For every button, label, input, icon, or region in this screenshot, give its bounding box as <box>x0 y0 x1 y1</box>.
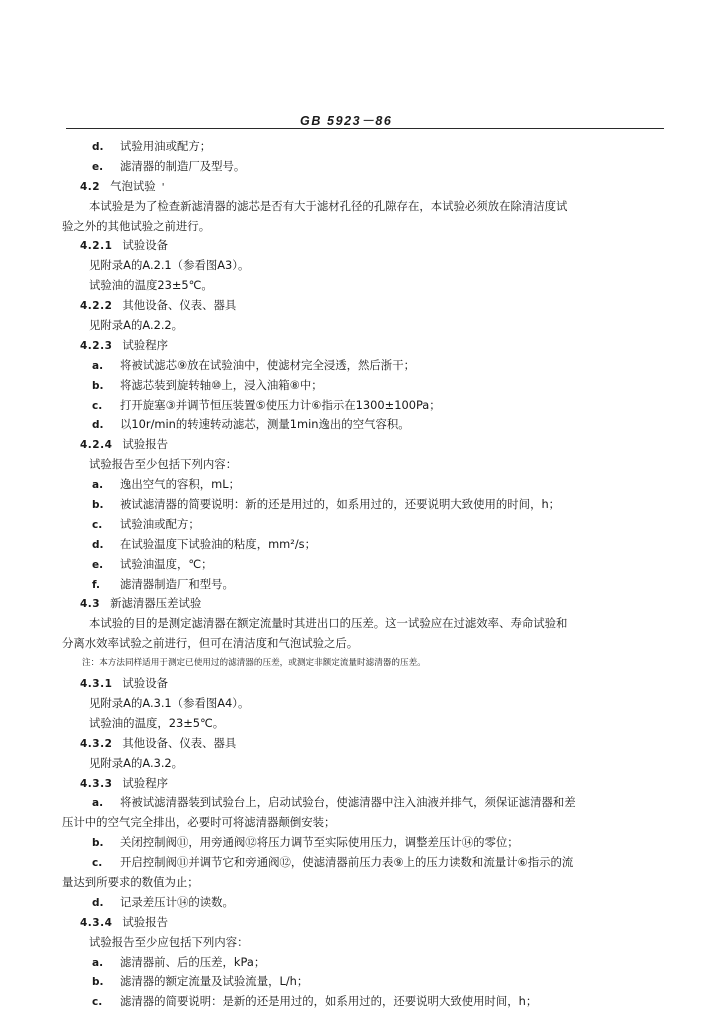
list-item <box>60 953 670 973</box>
item-label: f. <box>92 578 100 591</box>
stray-mark: ' <box>161 181 165 193</box>
subsection-heading <box>60 674 670 694</box>
section-number: 4.3.1 <box>80 678 113 691</box>
item-text: 试验油或配方； <box>120 516 200 531</box>
body-line <box>60 933 670 953</box>
line-text: 见附录A的A.3.2。 <box>89 755 184 770</box>
section-title: 其他设备、仪表、器具 <box>122 735 237 750</box>
subsection-heading <box>60 296 670 316</box>
note-line <box>60 654 670 674</box>
item-text: 滤清器制造厂和型号。 <box>120 576 234 591</box>
list-item <box>60 575 670 595</box>
item-label: d. <box>92 538 104 551</box>
section-number: 4.2.3 <box>80 339 113 352</box>
section-title: 试验设备 <box>122 238 168 253</box>
subsection-heading <box>60 774 670 794</box>
list-item <box>60 833 670 853</box>
item-label: b. <box>92 379 104 392</box>
line-text: 试验报告至少应包括下列内容： <box>89 934 249 949</box>
item-label: a. <box>92 359 104 372</box>
item-label: d. <box>92 896 104 909</box>
line-text: 验之外的其他试验之前进行。 <box>62 218 211 233</box>
item-text: 关闭控制阀⑪，用旁通阀⑫将压力调节至实际使用压力，调整差压计⑭的零位； <box>120 835 519 850</box>
item-label: d. <box>92 141 104 153</box>
line-text: 见附录A的A.2.2。 <box>89 318 184 333</box>
list-item <box>60 992 670 1012</box>
line-text: 见附录A的A.2.1（参看图A3）。 <box>89 258 250 273</box>
section-number: 4.3 <box>80 598 101 611</box>
subsection-heading <box>60 913 670 933</box>
list-item <box>60 475 670 495</box>
item-text: 开启控制阀⑪并调节它和旁通阀⑫，使滤清器前压力表⑨上的压力读数和流量计⑥指示的流 <box>120 855 574 870</box>
section-title: 其他设备、仪表、器具 <box>122 298 237 313</box>
section-title: 气泡试验 <box>110 178 156 193</box>
body-line <box>60 276 670 296</box>
section-title: 试验报告 <box>122 437 168 452</box>
item-text: 逸出空气的容积，mL； <box>120 477 240 492</box>
section-title: 试验程序 <box>122 337 168 352</box>
item-text: 在试验温度下试验油的粘度，mm²/s； <box>120 536 316 551</box>
item-text: 试验用油或配方； <box>120 139 212 153</box>
standard-number: GB 5923－86 <box>300 114 393 128</box>
line-text: 见附录A的A.3.1（参看图A4）。 <box>89 695 250 710</box>
list-item <box>60 157 670 177</box>
line-text: 试验报告至少包括下列内容： <box>89 457 238 472</box>
item-label: c. <box>92 857 103 870</box>
body-line <box>60 256 670 276</box>
paragraph-continuation <box>60 813 670 833</box>
line-text: 试验油的温度，23±5℃。 <box>89 715 225 730</box>
item-label: a. <box>92 479 104 492</box>
line-text: 试验油的温度23±5℃。 <box>89 278 213 293</box>
list-item <box>60 356 670 376</box>
item-label: c. <box>92 518 103 531</box>
subsection-heading <box>60 734 670 754</box>
list-item <box>60 555 670 575</box>
section-title: 试验报告 <box>122 914 168 929</box>
section-heading <box>60 594 670 614</box>
item-text: 试验油温度，℃； <box>120 556 213 571</box>
section-heading <box>60 177 670 197</box>
body-line <box>60 694 670 714</box>
paragraph-line <box>60 614 670 634</box>
item-text: 滤清器的额定流量及试验流量，L/h； <box>120 974 309 989</box>
item-text: 以10r/min的转速转动滤芯，测量1min逸出的空气容积。 <box>120 417 410 432</box>
list-item <box>60 853 670 873</box>
body-line <box>60 714 670 734</box>
paragraph-continuation <box>60 634 670 654</box>
subsection-heading <box>60 236 670 256</box>
line-text: 压计中的空气完全排出，必要时可将滤清器颠倒安装； <box>62 815 336 830</box>
paragraph-line <box>60 197 670 217</box>
section-number: 4.3.4 <box>80 916 113 929</box>
item-text: 记录差压计⑭的读数。 <box>120 894 234 909</box>
section-title: 试验程序 <box>122 775 168 790</box>
section-number: 4.3.3 <box>80 777 113 790</box>
list-item <box>60 137 670 157</box>
item-label: c. <box>92 996 103 1009</box>
list-item <box>60 376 670 396</box>
item-text: 将滤芯装到旋转轴⑩上，浸入油箱⑧中； <box>120 377 323 392</box>
line-text: 本试验是为了检查新滤清器的滤芯是否有大于滤材孔径的孔隙存在，本试验必须放在除清洁度试 <box>89 198 568 213</box>
body-line <box>60 316 670 336</box>
paragraph-continuation <box>60 217 670 237</box>
list-item <box>60 396 670 416</box>
item-text: 将被试滤清器装到试验台上，启动试验台，使滤清器中注入油液并排气，须保证滤清器和差 <box>120 795 576 810</box>
item-label: b. <box>92 499 104 512</box>
item-text: 滤清器的制造厂及型号。 <box>120 158 246 173</box>
document-body <box>60 137 670 1012</box>
item-label: c. <box>92 399 103 412</box>
line-text: 本试验的目的是测定滤清器在额定流量时其进出口的压差。这一试验应在过滤效率、寿命试验和 <box>89 616 568 631</box>
subsection-heading <box>60 435 670 455</box>
item-label: b. <box>92 976 104 989</box>
list-item <box>60 535 670 555</box>
section-number: 4.2.1 <box>80 240 113 253</box>
header-rule <box>66 128 664 129</box>
list-item <box>60 515 670 535</box>
list-item <box>60 793 670 813</box>
item-text: 滤清器前、后的压差，kPa； <box>120 954 266 969</box>
item-label: d. <box>92 419 104 432</box>
section-number: 4.2.2 <box>80 300 113 313</box>
section-title: 试验设备 <box>122 676 168 691</box>
paragraph-continuation <box>60 873 670 893</box>
section-number: 4.3.2 <box>80 737 113 750</box>
item-label: a. <box>92 797 104 810</box>
item-text: 打开旋塞③并调节恒压装置⑤使压力计⑥指示在1300±100Pa； <box>120 397 441 412</box>
list-item <box>60 415 670 435</box>
section-number: 4.2 <box>80 180 101 193</box>
section-title: 新滤清器压差试验 <box>110 596 202 611</box>
item-label: b. <box>92 837 104 850</box>
body-line <box>60 455 670 475</box>
line-text: 注：本方法同样适用于测定已使用过的滤清器的压差，或测定非额定流量时滤清器的压差。 <box>82 658 426 669</box>
body-line <box>60 754 670 774</box>
item-text: 将被试滤芯⑨放在试验油中，使滤材完全浸透，然后浙干； <box>120 357 415 372</box>
item-label: e. <box>92 558 104 571</box>
list-item <box>60 495 670 515</box>
line-text: 量达到所要求的数值为止； <box>62 874 199 889</box>
section-number: 4.2.4 <box>80 439 113 452</box>
list-item <box>60 893 670 913</box>
line-text: 分离水效率试验之前进行，但可在清洁度和气泡试验之后。 <box>62 636 359 651</box>
item-text: 滤清器的简要说明：是新的还是用过的，如系用过的，还要说明大致使用时间，h； <box>120 994 538 1009</box>
item-label: e. <box>92 160 104 173</box>
list-item <box>60 972 670 992</box>
subsection-heading <box>60 336 670 356</box>
item-text: 被试滤清器的简要说明：新的还是用过的，如系用过的，还要说明大致使用的时间，h； <box>120 497 561 512</box>
item-label: a. <box>92 956 104 969</box>
